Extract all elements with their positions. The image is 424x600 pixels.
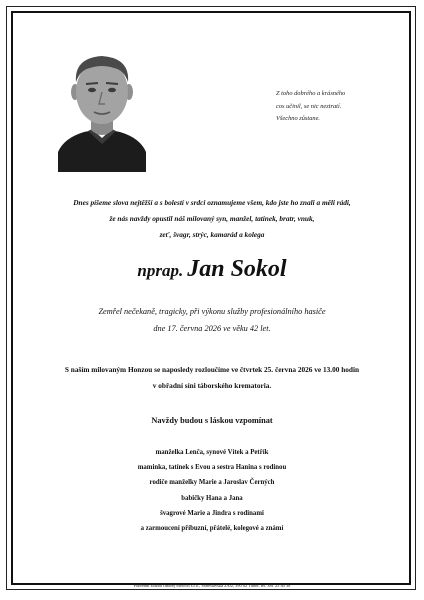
mourner-line: a zarmoucení příbuzní, přátelé, kolegové a známí — [140, 525, 284, 533]
death-line: Zemřel nečekaně, tragicky, při výkonu služby profesionálního hasiče — [98, 307, 326, 316]
funeral-details — [14, 362, 410, 394]
remembrance-heading: Navždy budou s láskou vzpomínat — [151, 416, 273, 425]
announcement-intro — [14, 195, 410, 243]
mourner-line: rodiče manželky Marie a Jaroslav Černých — [149, 479, 275, 487]
deceased-full-name: Jan Sokol — [187, 256, 287, 282]
quote-line: Z toho dobrého a krásného — [276, 90, 346, 97]
deceased-rank: nprap. — [137, 261, 184, 280]
funeral-line: S naším milovaným Honzou se naposledy rozloučíme ve čtvrtek 25. června 2026 ve 13.00 hodin — [64, 365, 360, 374]
mourner-line: babičky Hana a Jana — [181, 494, 243, 502]
intro-line: zeť, švagr, strýc, kamarád a kolega — [159, 230, 265, 239]
mourner-line: manželka Lenča, synové Vítek a Petřík — [155, 449, 269, 456]
memorial-quote — [276, 88, 396, 126]
mourner-line: švagrové Marie a Jindra s rodinami — [160, 509, 264, 517]
quote-line: Všechno zůstane. — [276, 115, 321, 122]
intro-line: Dnes píšeme slova nejtěžší a s bolestí v srdci oznamujeme všem, kdo jste ho znali a měli rádi, — [73, 198, 351, 207]
funeral-line: v obřadní síni táborského krematoria. — [152, 381, 272, 390]
death-details — [14, 303, 410, 337]
deceased-name — [14, 256, 410, 283]
quote-line: cos učinil, se nic neztratí. — [276, 102, 342, 110]
intro-line: že nás navždy opustil náš milovaný syn, manžel, tatínek, bratr, vnuk, — [109, 214, 315, 223]
mourners-list — [14, 445, 410, 536]
funeral-service-footer: Pohřební služba Ondřej Meloch s.r.o., Soběslavská 2502, 390 02 Tábor, tel. 381 25 40 38 — [133, 583, 291, 588]
portrait-photo — [58, 52, 146, 172]
mourner-line: maminka, tatínek s Evou a sestra Hanina s rodinou — [137, 464, 287, 472]
death-line: dne 17. června 2026 ve věku 42 let. — [153, 324, 271, 333]
